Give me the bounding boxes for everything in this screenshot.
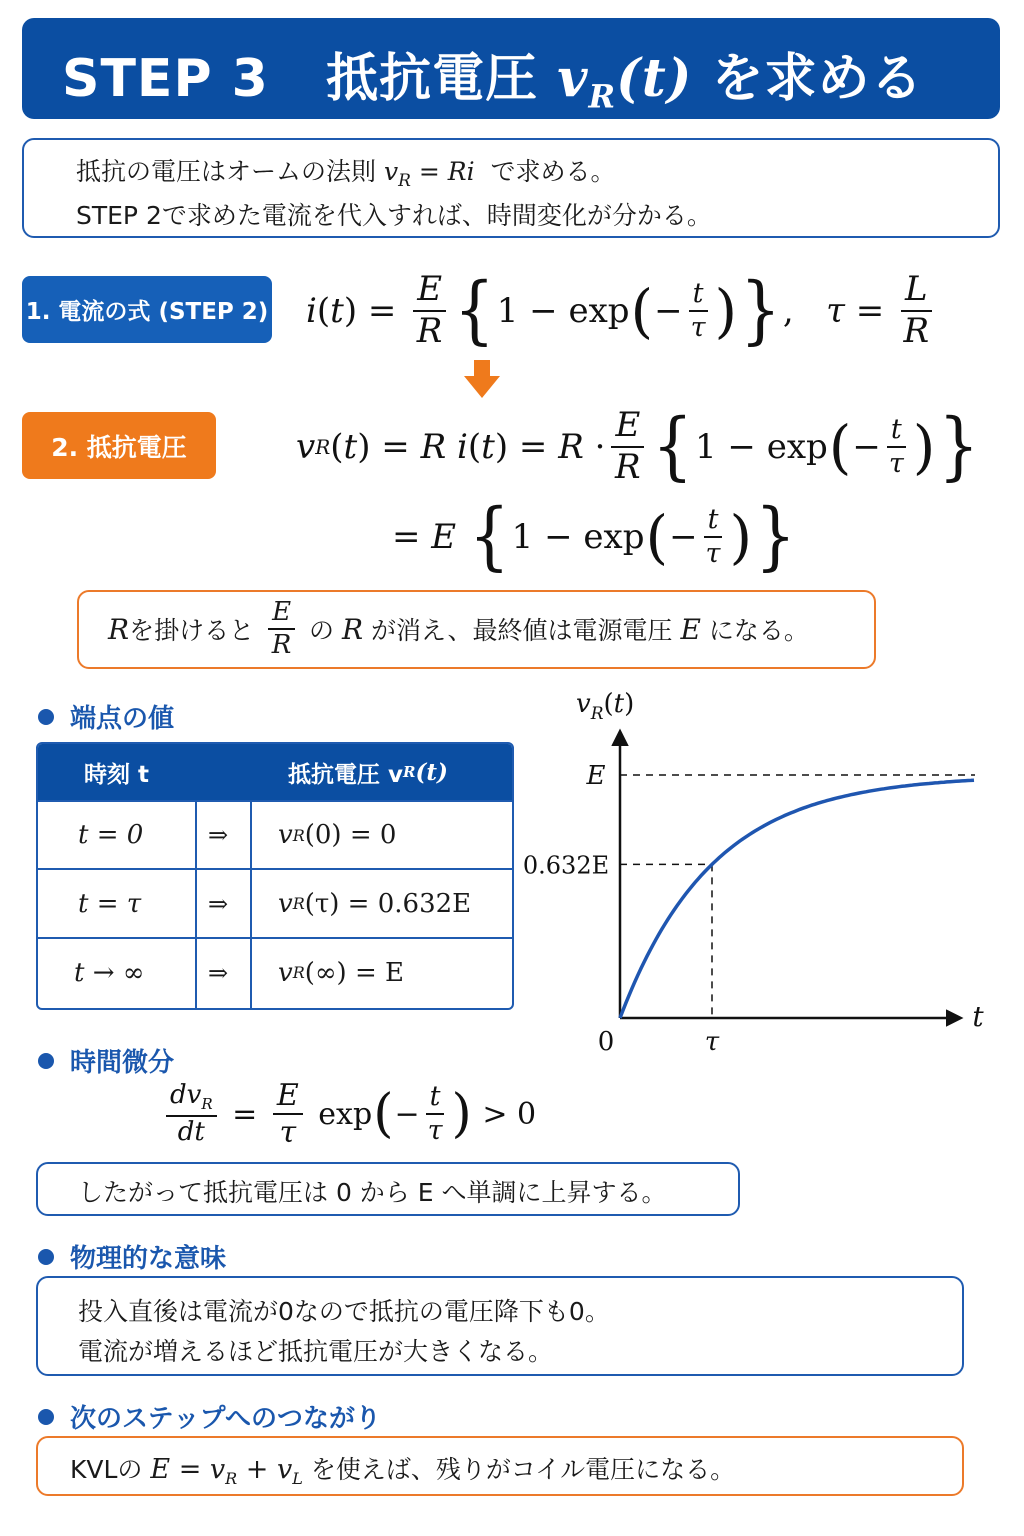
title-var: v [557,48,589,109]
table-row-3-value: v R (∞) = E [278,957,404,988]
table-row-2-time: t = τ [78,888,142,919]
section-endpoints: 端点の値 [38,698,174,735]
bullet-icon [38,1249,54,1265]
voltage-chart [510,680,1000,1070]
y-tick-E: E [586,761,606,791]
table-header [38,744,512,800]
y-tick-0632E: 0.632E [522,851,610,880]
physical-line1: 投入直後は電流が0なので抵抗の電圧降下も0。 [78,1297,610,1326]
bullet-icon [38,709,54,725]
section-next: 次のステップへのつながり [38,1398,381,1435]
intro-line2: STEP 2で求めた電流を代入すれば、時間変化が分かる。 [76,201,712,230]
intro-line1: 抵抗の電圧はオームの法則 $v_R = Ri$ で求める。 [76,157,616,191]
x-tick-0: 0 [597,1027,615,1057]
title-step: STEP 3 [62,49,269,109]
step1-label: 1. 電流の式 (STEP 2) [22,276,272,343]
physical-line2: 電流が増えるほど抵抗電圧が大きくなる。 [78,1337,554,1366]
endpoint-table [36,742,514,1010]
table-row-1-arrow: ⇒ [208,821,229,849]
section-physical: 物理的な意味 [38,1238,226,1275]
table-row-3-time: t → ∞ [74,957,145,988]
section-derivative: 時間微分 [38,1042,174,1079]
derivative-equation: $\frac{dv_R}{dt}$ = $\frac{E}{\tau}$ exp ( − $\frac{t}{\tau}$ ) > 0 [160,1074,536,1154]
table-row-3-arrow: ⇒ [208,958,229,987]
bullet-icon [38,1053,54,1069]
derivative-note: したがって抵抗電圧は 0 から E へ単調に上昇する。 [78,1178,667,1207]
bullet-icon [38,1409,54,1425]
table-row-1-time: t = 0 [78,820,144,850]
page-title [62,36,923,115]
step2-label: 2. 抵抗電圧 [22,412,216,479]
header-time: 時刻 t [84,761,150,788]
down-arrow-icon [462,360,502,400]
title-sub: R [588,77,617,116]
current-equation: i ( t ) = $\frac{E}{R}$ { 1 − exp ( − $\frac{t}{\tau}$ ) } , τ = $\frac{L}{R}$ [306,266,938,356]
next-text: KVLの $E = v_R + v_L$ を使えば、残りがコイル電圧になる。 [70,1454,736,1488]
x-tick-tau: τ [704,1027,720,1057]
title-suffix: を求める [711,49,924,109]
table-row-2-arrow: ⇒ [208,889,229,918]
voltage-curve [620,780,974,1018]
header-voltage: 抵抗電圧 v R (t) [288,758,448,788]
table-row-1-value: v R (0) = 0 [278,820,397,850]
voltage-equation-1: v R ( t ) = R i ( t ) = R · $\frac{E}{R}$ { 1 − exp ( − $\frac{t}{\tau}$ ) } [296,404,980,490]
cancel-note: R を掛けると $\frac{E}{R}$ の R が消え、最終値は電源電圧 E になる。 [108,596,809,660]
voltage-equation-2: = E { 1 − exp ( − $\frac{t}{\tau}$ ) } [392,494,796,580]
title-prefix: 抵抗電圧 [326,49,539,109]
title-arg: (t) [616,48,693,109]
table-row-2-value: v R (τ) = 0.632E [278,888,472,919]
x-axis-label: t [972,1000,984,1033]
y-axis-label: $v_R(t)$ [576,689,635,724]
